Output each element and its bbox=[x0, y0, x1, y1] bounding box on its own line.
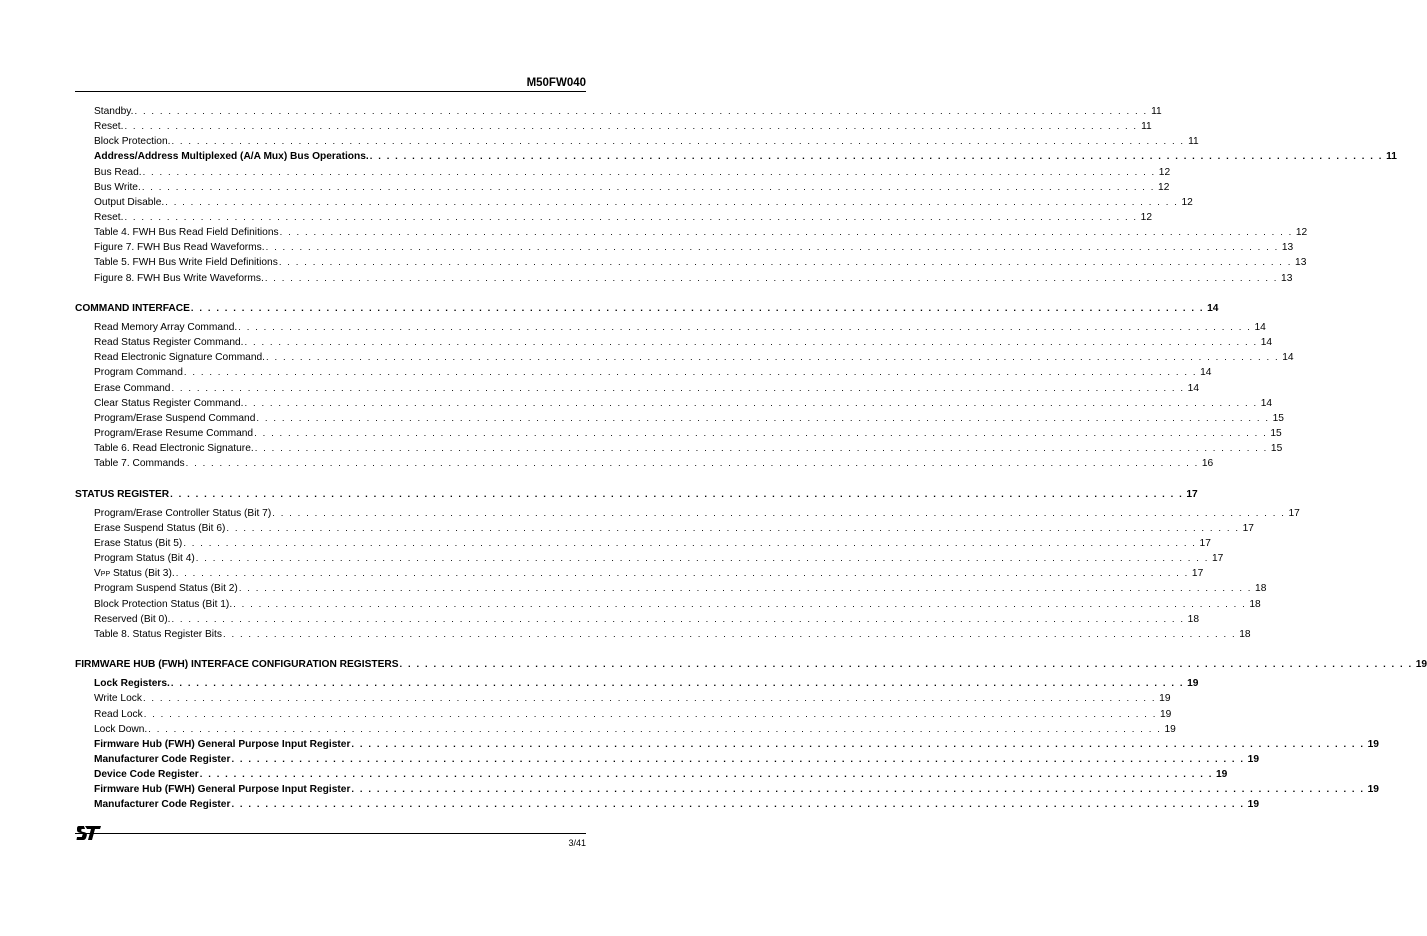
dot-leader: . . . . . . . . . . . . . . . . . . . . . . . . . . . . . . . . . . . . . . . . . . . . . . . . . . . . . . . . . . . . . . . . . . . . . . . . . . . . . . . . . . . . . . . . . . . . . . . . . . . . . . . . . . . . . . . . . . . . . . . . bbox=[195, 553, 1209, 565]
toc-entry[interactable] bbox=[94, 226, 1308, 240]
dot-leader: . . . . . . . . . . . . . . . . . . . . . . . . . . . . . . . . . . . . . . . . . . . . . . . . . . . . . . . . . . . . . . . . . . . . . . . . . . . . . . . . . . . . . . . . . . . . . . . . . . . . . . . . . . . . . . . . . . . . . . . . bbox=[141, 181, 1156, 193]
toc-entry-title: Table 4. FWH Bus Read Field Definitions bbox=[94, 227, 279, 239]
footer-rule bbox=[75, 833, 586, 834]
toc-entry[interactable] bbox=[94, 120, 1152, 134]
dot-leader: . . . . . . . . . . . . . . . . . . . . . . . . . . . . . . . . . . . . . . . . . . . . . . . . . . . . . . . . . . . . . . . . . . . . . . . . . . . . . . . . . . . . . . . . . . . . . . . . . . . . . . . . . . . . . . . . . . . . . . . . bbox=[142, 693, 1157, 705]
toc-page-number: 18 bbox=[1255, 583, 1267, 595]
document-title: M50FW040 bbox=[526, 77, 586, 89]
dot-leader: . . . . . . . . . . . . . . . . . . . . . . . . . . . . . . . . . . . . . . . . . . . . . . . . . . . . . . . . . . . . . . . . . . . . . . . . . . . . . . . . . . . . . . . . . . . . . . . . . . . . . . . . . . . . . . . . . . . . . . . . bbox=[238, 583, 1253, 595]
toc-entry[interactable] bbox=[94, 753, 1259, 767]
dot-leader: . . . . . . . . . . . . . . . . . . . . . . . . . . . . . . . . . . . . . . . . . . . . . . . . . . . . . . . . . . . . . . . . . . . . . . . . . . . . . . . . . . . . . . . . . . . . . . . . . . . . . . . . . . . . . . . . . . . . . . . . bbox=[185, 458, 1199, 470]
toc-entry-title: STATUS REGISTER bbox=[75, 488, 170, 500]
toc-entry[interactable] bbox=[94, 397, 1273, 411]
dot-leader: . . . . . . . . . . . . . . . . . . . . . . . . . . . . . . . . . . . . . . . . . . . . . . . . . . . . . . . . . . . . . . . . . . . . . . . . . . . . . . . . . . . . . . . . . . . . . . . . . . . . . . . . . . . . . . . . . . . . . . . . bbox=[244, 337, 1258, 349]
toc-entry-title: Output Disable. bbox=[94, 196, 165, 208]
toc-page-number: 13 bbox=[1295, 257, 1307, 269]
toc-entry-title: Table 8. Status Register Bits bbox=[94, 628, 222, 640]
dot-leader: . . . . . . . . . . . . . . . . . . . . . . . . . . . . . . . . . . . . . . . . . . . . . . . . . . . . . . . . . . . . . . . . . . . . . . . . . . . . . . . . . . . . . . . . . . . . . . . . . . . . . . . . . . . . . . . . . . . . . . . . bbox=[148, 723, 1162, 735]
toc-page-number: 18 bbox=[1239, 628, 1251, 640]
toc-entry-title: Program/Erase Resume Command bbox=[94, 427, 254, 439]
toc-entry-title: Table 5. FWH Bus Write Field Definitions bbox=[94, 257, 278, 269]
toc-page-number: 17 bbox=[1186, 488, 1198, 500]
page-number: 3/41 bbox=[568, 838, 586, 848]
toc-entry-title: Program Status (Bit 4) bbox=[94, 553, 195, 565]
dot-leader: . . . . . . . . . . . . . . . . . . . . . . . . . . . . . . . . . . . . . . . . . . . . . . . . . . . . . . . . . . . . . . . . . . . . . . . . . . . . . . . . . . . . . . . . . . . . . . . . . . . . . . . . . . . . . . . . . . . . . . . . bbox=[256, 412, 1270, 424]
toc-entry[interactable] bbox=[94, 582, 1267, 596]
toc-entry[interactable] bbox=[94, 442, 1283, 456]
toc-entry[interactable] bbox=[94, 708, 1172, 722]
toc-page-number: 14 bbox=[1187, 382, 1199, 394]
toc-page-number: 19 bbox=[1415, 659, 1427, 670]
toc-page-number: 14 bbox=[1282, 352, 1294, 364]
toc-entry[interactable] bbox=[94, 412, 1284, 426]
dot-leader: . . . . . . . . . . . . . . . . . . . . . . . . . . . . . . . . . . . . . . . . . . . . . . . . . . . . . . . . . . . . . . . . . . . . . . . . . . . . . . . . . . . . . . . . . . . . . . . . . . . . . . . . . . . . . . . . . . . . . . . . bbox=[142, 166, 1156, 178]
toc-entry-title: VPP Status (Bit 3). bbox=[94, 568, 175, 580]
toc-entry-title: Address/Address Multiplexed (A/A Mux) Bus Operations. bbox=[94, 151, 369, 163]
toc-entry-title: Table 6. Read Electronic Signature. bbox=[94, 443, 254, 455]
toc-entry-title: Firmware Hub (FWH) General Purpose Input Register bbox=[94, 784, 351, 796]
dot-leader: . . . . . . . . . . . . . . . . . . . . . . . . . . . . . . . . . . . . . . . . . . . . . . . . . . . . . . . . . . . . . . . . . . . . . . . . . . . . . . . . . . . . . . . . . . . . . . . . . . . . . . . . . . . . . . . . . . . . . . . . bbox=[233, 598, 1247, 610]
dot-leader: . . . . . . . . . . . . . . . . . . . . . . . . . . . . . . . . . . . . . . . . . . . . . . . . . . . . . . . . . . . . . . . . . . . . . . . . . . . . . . . . . . . . . . . . . . . . . . . . . . . . . . . . . . . . . . . . . . . . . . . . bbox=[170, 488, 1184, 500]
toc-entry[interactable] bbox=[94, 256, 1307, 270]
toc-entry-title: Lock Registers. bbox=[94, 678, 170, 690]
toc-entry-title: Reserved (Bit 0). bbox=[94, 613, 171, 625]
toc-entry-title: Block Protection Status (Bit 1). bbox=[94, 598, 233, 610]
toc-entry[interactable] bbox=[94, 382, 1199, 396]
toc-entry[interactable] bbox=[94, 783, 1379, 797]
toc-entry[interactable] bbox=[94, 692, 1171, 706]
toc-entry[interactable] bbox=[94, 366, 1212, 380]
toc-page-number: 14 bbox=[1260, 397, 1273, 409]
toc-entry-title: Manufacturer Code Register bbox=[94, 799, 231, 811]
dot-leader: . . . . . . . . . . . . . . . . . . . . . . . . . . . . . . . . . . . . . . . . . . . . . . . . . . . . . . . . . . . . . . . . . . . . . . . . . . . . . . . . . . . . . . . . . . . . . . . . . . . . . . . . . . . . . . . . . . . . . . . . bbox=[238, 322, 1252, 333]
toc-entry[interactable] bbox=[94, 241, 1294, 255]
toc-section[interactable] bbox=[75, 488, 1198, 502]
toc-page-number: 19 bbox=[1367, 738, 1379, 750]
toc-page-number: 19 bbox=[1159, 708, 1172, 720]
toc-entry-title: Device Code Register bbox=[94, 769, 199, 780]
dot-leader: . . . . . . . . . . . . . . . . . . . . . . . . . . . . . . . . . . . . . . . . . . . . . . . . . . . . . . . . . . . . . . . . . . . . . . . . . . . . . . . . . . . . . . . . . . . . . . . . . . . . . . . . . . . . . . . . . . . . . . . . bbox=[124, 121, 1138, 133]
dot-leader: . . . . . . . . . . . . . . . . . . . . . . . . . . . . . . . . . . . . . . . . . . . . . . . . . . . . . . . . . . . . . . . . . . . . . . . . . . . . . . . . . . . . . . . . . . . . . . . . . . . . . . . . . . . . . . . . . . . . . . . . bbox=[134, 106, 1148, 117]
dot-leader: . . . . . . . . . . . . . . . . . . . . . . . . . . . . . . . . . . . . . . . . . . . . . . . . . . . . . . . . . . . . . . . . . . . . . . . . . . . . . . . . . . . . . . . . . . . . . . . . . . . . . . . . . . . . . . . . . . . . . . . . bbox=[226, 522, 1240, 534]
toc-page-number: 12 bbox=[1140, 212, 1153, 223]
toc-page-number: 15 bbox=[1272, 412, 1284, 424]
toc-page-number: 19 bbox=[1247, 799, 1259, 811]
toc-entry[interactable] bbox=[94, 150, 1397, 164]
dot-leader: . . . . . . . . . . . . . . . . . . . . . . . . . . . . . . . . . . . . . . . . . . . . . . . . . . . . . . . . . . . . . . . . . . . . . . . . . . . . . . . . . . . . . . . . . . . . . . . . . . . . . . . . . . . . . . . . . . . . . . . . bbox=[143, 708, 1157, 720]
toc-entry[interactable] bbox=[94, 613, 1199, 627]
dot-leader: . . . . . . . . . . . . . . . . . . . . . . . . . . . . . . . . . . . . . . . . . . . . . . . . . . . . . . . . . . . . . . . . . . . . . . . . . . . . . . . . . . . . . . . . . . . . . . . . . . . . . . . . . . . . . . . . . . . . . . . . bbox=[231, 799, 1245, 811]
dot-leader: . . . . . . . . . . . . . . . . . . . . . . . . . . . . . . . . . . . . . . . . . . . . . . . . . . . . . . . . . . . . . . . . . . . . . . . . . . . . . . . . . . . . . . . . . . . . . . . . . . . . . . . . . . . . . . . . . . . . . . . . bbox=[244, 397, 1258, 409]
toc-entry[interactable] bbox=[94, 427, 1282, 441]
toc-page-number: 12 bbox=[1158, 181, 1170, 193]
toc-entry-title: Read Lock bbox=[94, 708, 143, 720]
toc-entry-title: Erase Command bbox=[94, 382, 171, 394]
toc-entry[interactable] bbox=[94, 677, 1199, 691]
dot-leader: . . . . . . . . . . . . . . . . . . . . . . . . . . . . . . . . . . . . . . . . . . . . . . . . . . . . . . . . . . . . . . . . . . . . . . . . . . . . . . . . . . . . . . . . . . . . . . . . . . . . . . . . . . . . . . . . . . . . . . . . bbox=[254, 427, 1268, 439]
dot-leader: . . . . . . . . . . . . . . . . . . . . . . . . . . . . . . . . . . . . . . . . . . . . . . . . . . . . . . . . . . . . . . . . . . . . . . . . . . . . . . . . . . . . . . . . . . . . . . . . . . . . . . . . . . . . . . . . . . . . . . . . bbox=[231, 753, 1245, 765]
toc-entry-title: Block Protection. bbox=[94, 136, 171, 148]
toc-page-number: 13 bbox=[1281, 272, 1293, 284]
dot-leader: . . . . . . . . . . . . . . . . . . . . . . . . . . . . . . . . . . . . . . . . . . . . . . . . . . . . . . . . . . . . . . . . . . . . . . . . . . . . . . . . . . . . . . . . . . . . . . . . . . . . . . . . . . . . . . . . . . . . . . . . bbox=[369, 151, 1383, 163]
dot-leader: . . . . . . . . . . . . . . . . . . . . . . . . . . . . . . . . . . . . . . . . . . . . . . . . . . . . . . . . . . . . . . . . . . . . . . . . . . . . . . . . . . . . . . . . . . . . . . . . . . . . . . . . . . . . . . . . . . . . . . . . bbox=[124, 212, 1138, 223]
toc-entry-title: Read Electronic Signature Command. bbox=[94, 352, 266, 364]
toc-entry-title: Program/Erase Controller Status (Bit 7) bbox=[94, 507, 272, 519]
toc-entry[interactable] bbox=[94, 537, 1211, 551]
dot-leader: . . . . . . . . . . . . . . . . . . . . . . . . . . . . . . . . . . . . . . . . . . . . . . . . . . . . . . . . . . . . . . . . . . . . . . . . . . . . . . . . . . . . . . . . . . . . . . . . . . . . . . . . . . . . . . . . . . . . . . . . bbox=[265, 242, 1279, 254]
toc-page-number: 19 bbox=[1367, 784, 1379, 796]
toc-entry[interactable] bbox=[94, 351, 1294, 365]
toc-page-number: 17 bbox=[1242, 522, 1254, 534]
toc-entry-title: Program Command bbox=[94, 367, 183, 379]
dot-leader: . . . . . . . . . . . . . . . . . . . . . . . . . . . . . . . . . . . . . . . . . . . . . . . . . . . . . . . . . . . . . . . . . . . . . . . . . . . . . . . . . . . . . . . . . . . . . . . . . . . . . . . . . . . . . . . . . . . . . . . . bbox=[175, 568, 1189, 580]
dot-leader: . . . . . . . . . . . . . . . . . . . . . . . . . . . . . . . . . . . . . . . . . . . . . . . . . . . . . . . . . . . . . . . . . . . . . . . . . . . . . . . . . . . . . . . . . . . . . . . . . . . . . . . . . . . . . . . . . . . . . . . . bbox=[272, 507, 1286, 519]
toc-entry-title: Read Status Register Command. bbox=[94, 337, 244, 349]
toc-page-number: 12 bbox=[1295, 227, 1308, 239]
toc-entry-title: Firmware Hub (FWH) General Purpose Input Register bbox=[94, 738, 351, 750]
toc-entry-title: FIRMWARE HUB (FWH) INTERFACE CONFIGURATION REGISTERS bbox=[75, 659, 399, 670]
toc-entry-title: Read Memory Array Command. bbox=[94, 322, 238, 333]
toc-entry-title: Bus Read. bbox=[94, 166, 142, 178]
toc-entry-title: Figure 7. FWH Bus Read Waveforms. bbox=[94, 242, 265, 254]
dot-leader: . . . . . . . . . . . . . . . . . . . . . . . . . . . . . . . . . . . . . . . . . . . . . . . . . . . . . . . . . . . . . . . . . . . . . . . . . . . . . . . . . . . . . . . . . . . . . . . . . . . . . . . . . . . . . . . . . . . . . . . . bbox=[199, 769, 1213, 780]
toc-entry[interactable] bbox=[94, 628, 1251, 642]
dot-leader: . . . . . . . . . . . . . . . . . . . . . . . . . . . . . . . . . . . . . . . . . . . . . . . . . . . . . . . . . . . . . . . . . . . . . . . . . . . . . . . . . . . . . . . . . . . . . . . . . . . . . . . . . . . . . . . . . . . . . . . . bbox=[170, 678, 1185, 690]
dot-leader: . . . . . . . . . . . . . . . . . . . . . . . . . . . . . . . . . . . . . . . . . . . . . . . . . . . . . . . . . . . . . . . . . . . . . . . . . . . . . . . . . . . . . . . . . . . . . . . . . . . . . . . . . . . . . . . . . . . . . . . . bbox=[183, 367, 1198, 379]
toc-entry-title: Erase Status (Bit 5) bbox=[94, 537, 183, 549]
toc-entry[interactable] bbox=[94, 135, 1199, 149]
dot-leader: . . . . . . . . . . . . . . . . . . . . . . . . . . . . . . . . . . . . . . . . . . . . . . . . . . . . . . . . . . . . . . . . . . . . . . . . . . . . . . . . . . . . . . . . . . . . . . . . . . . . . . . . . . . . . . . . . . . . . . . . bbox=[222, 628, 1237, 640]
toc-entry-title: Standby. bbox=[94, 106, 134, 117]
toc-page-number: 11 bbox=[1188, 136, 1199, 148]
toc-page-number: 18 bbox=[1187, 613, 1199, 625]
toc-section[interactable] bbox=[75, 658, 1427, 672]
toc-entry[interactable] bbox=[94, 552, 1224, 566]
toc-entry[interactable] bbox=[94, 211, 1153, 225]
toc-entry-title: Program/Erase Suspend Command bbox=[94, 412, 256, 424]
toc-entry-title: Bus Write. bbox=[94, 181, 141, 193]
toc-page-number: 11 bbox=[1386, 151, 1397, 163]
toc-page-number: 15 bbox=[1270, 427, 1282, 439]
toc-entry[interactable] bbox=[94, 166, 1171, 180]
toc-entry-title: Program Suspend Status (Bit 2) bbox=[94, 583, 238, 595]
toc-page-number: 17 bbox=[1199, 537, 1211, 549]
toc-entry-title: Reset. bbox=[94, 212, 124, 223]
dot-leader: . . . . . . . . . . . . . . . . . . . . . . . . . . . . . . . . . . . . . . . . . . . . . . . . . . . . . . . . . . . . . . . . . . . . . . . . . . . . . . . . . . . . . . . . . . . . . . . . . . . . . . . . . . . . . . . . . . . . . . . . bbox=[279, 227, 1293, 239]
toc-entry-title: Erase Suspend Status (Bit 6) bbox=[94, 522, 226, 534]
toc-entry[interactable] bbox=[94, 598, 1261, 612]
toc-page-number: 17 bbox=[1288, 507, 1300, 519]
toc-page-number: 17 bbox=[1191, 568, 1204, 580]
toc-entry[interactable] bbox=[94, 723, 1176, 737]
toc-entry-title: Clear Status Register Command. bbox=[94, 397, 244, 409]
toc-page-number: 16 bbox=[1201, 458, 1214, 470]
dot-leader: . . . . . . . . . . . . . . . . . . . . . . . . . . . . . . . . . . . . . . . . . . . . . . . . . . . . . . . . . . . . . . . . . . . . . . . . . . . . . . . . . . . . . . . . . . . . . . . . . . . . . . . . . . . . . . . . . . . . . . . . bbox=[399, 659, 1413, 670]
toc-page-number: 14 bbox=[1260, 337, 1273, 349]
toc-entry-title: Manufacturer Code Register bbox=[94, 753, 231, 765]
toc-entry[interactable] bbox=[94, 105, 1162, 119]
toc-page-number: 12 bbox=[1158, 166, 1171, 178]
toc-entry[interactable] bbox=[94, 336, 1273, 350]
toc-page-number: 19 bbox=[1247, 753, 1259, 765]
toc-entry[interactable] bbox=[94, 798, 1259, 812]
toc-page-number: 19 bbox=[1159, 693, 1171, 705]
toc-page-number: 19 bbox=[1215, 769, 1228, 780]
toc-entry[interactable] bbox=[94, 196, 1193, 210]
toc-page-number: 14 bbox=[1207, 302, 1219, 314]
toc-entry-title: COMMAND INTERFACE bbox=[75, 302, 190, 314]
dot-leader: . . . . . . . . . . . . . . . . . . . . . . . . . . . . . . . . . . . . . . . . . . . . . . . . . . . . . . . . . . . . . . . . . . . . . . . . . . . . . . . . . . . . . . . . . . . . . . . . . . . . . . . . . . . . . . . . . . . . . . . . bbox=[278, 257, 1293, 269]
toc-entry[interactable] bbox=[94, 321, 1266, 335]
subscript: PP bbox=[100, 571, 111, 579]
dot-leader: . . . . . . . . . . . . . . . . . . . . . . . . . . . . . . . . . . . . . . . . . . . . . . . . . . . . . . . . . . . . . . . . . . . . . . . . . . . . . . . . . . . . . . . . . . . . . . . . . . . . . . . . . . . . . . . . . . . . . . . . bbox=[165, 196, 1179, 208]
toc-page-number: 17 bbox=[1212, 553, 1224, 565]
toc-entry[interactable] bbox=[94, 738, 1379, 752]
toc-page-number: 15 bbox=[1270, 443, 1283, 455]
toc-section[interactable] bbox=[75, 302, 1219, 316]
toc-page-number: 19 bbox=[1187, 678, 1199, 690]
toc-entry[interactable] bbox=[94, 181, 1170, 195]
dot-leader: . . . . . . . . . . . . . . . . . . . . . . . . . . . . . . . . . . . . . . . . . . . . . . . . . . . . . . . . . . . . . . . . . . . . . . . . . . . . . . . . . . . . . . . . . . . . . . . . . . . . . . . . . . . . . . . . . . . . . . . . bbox=[264, 272, 1279, 284]
toc-page-number: 14 bbox=[1254, 322, 1266, 333]
toc-page-number: 11 bbox=[1141, 121, 1152, 133]
toc-page-number: 19 bbox=[1164, 723, 1176, 735]
dot-leader: . . . . . . . . . . . . . . . . . . . . . . . . . . . . . . . . . . . . . . . . . . . . . . . . . . . . . . . . . . . . . . . . . . . . . . . . . . . . . . . . . . . . . . . . . . . . . . . . . . . . . . . . . . . . . . . . . . . . . . . . bbox=[183, 537, 1197, 549]
dot-leader: . . . . . . . . . . . . . . . . . . . . . . . . . . . . . . . . . . . . . . . . . . . . . . . . . . . . . . . . . . . . . . . . . . . . . . . . . . . . . . . . . . . . . . . . . . . . . . . . . . . . . . . . . . . . . . . . . . . . . . . . bbox=[266, 352, 1280, 364]
toc-entry-title: Write Lock bbox=[94, 693, 142, 705]
toc-entry-title: Table 7. Commands bbox=[94, 458, 185, 470]
dot-leader: . . . . . . . . . . . . . . . . . . . . . . . . . . . . . . . . . . . . . . . . . . . . . . . . . . . . . . . . . . . . . . . . . . . . . . . . . . . . . . . . . . . . . . . . . . . . . . . . . . . . . . . . . . . . . . . . . . . . . . . . bbox=[351, 738, 1365, 750]
toc-entry[interactable] bbox=[94, 522, 1254, 536]
toc-page-number: 11 bbox=[1151, 106, 1162, 117]
dot-leader: . . . . . . . . . . . . . . . . . . . . . . . . . . . . . . . . . . . . . . . . . . . . . . . . . . . . . . . . . . . . . . . . . . . . . . . . . . . . . . . . . . . . . . . . . . . . . . . . . . . . . . . . . . . . . . . . . . . . . . . . bbox=[254, 443, 1268, 455]
toc-entry-title: Reset. bbox=[94, 121, 124, 133]
toc-entry[interactable] bbox=[94, 507, 1300, 521]
dot-leader: . . . . . . . . . . . . . . . . . . . . . . . . . . . . . . . . . . . . . . . . . . . . . . . . . . . . . . . . . . . . . . . . . . . . . . . . . . . . . . . . . . . . . . . . . . . . . . . . . . . . . . . . . . . . . . . . . . . . . . . . bbox=[171, 136, 1185, 148]
dot-leader: . . . . . . . . . . . . . . . . . . . . . . . . . . . . . . . . . . . . . . . . . . . . . . . . . . . . . . . . . . . . . . . . . . . . . . . . . . . . . . . . . . . . . . . . . . . . . . . . . . . . . . . . . . . . . . . . . . . . . . . . bbox=[190, 302, 1205, 314]
toc-page-number: 12 bbox=[1181, 196, 1193, 208]
toc-entry[interactable] bbox=[94, 272, 1293, 286]
toc-page-number: 13 bbox=[1281, 242, 1294, 254]
toc-entry-title: Figure 8. FWH Bus Write Waveforms. bbox=[94, 272, 264, 284]
dot-leader: . . . . . . . . . . . . . . . . . . . . . . . . . . . . . . . . . . . . . . . . . . . . . . . . . . . . . . . . . . . . . . . . . . . . . . . . . . . . . . . . . . . . . . . . . . . . . . . . . . . . . . . . . . . . . . . . . . . . . . . . bbox=[171, 382, 1185, 394]
toc-entry[interactable] bbox=[94, 457, 1214, 471]
dot-leader: . . . . . . . . . . . . . . . . . . . . . . . . . . . . . . . . . . . . . . . . . . . . . . . . . . . . . . . . . . . . . . . . . . . . . . . . . . . . . . . . . . . . . . . . . . . . . . . . . . . . . . . . . . . . . . . . . . . . . . . . bbox=[351, 784, 1365, 796]
toc-page-number: 18 bbox=[1249, 598, 1261, 610]
toc-entry-title: Lock Down. bbox=[94, 723, 148, 735]
toc-page-number: 14 bbox=[1200, 367, 1212, 379]
toc-entry[interactable] bbox=[94, 567, 1204, 581]
toc-entry[interactable] bbox=[94, 768, 1228, 782]
dot-leader: . . . . . . . . . . . . . . . . . . . . . . . . . . . . . . . . . . . . . . . . . . . . . . . . . . . . . . . . . . . . . . . . . . . . . . . . . . . . . . . . . . . . . . . . . . . . . . . . . . . . . . . . . . . . . . . . . . . . . . . . bbox=[171, 613, 1185, 625]
st-logo-icon bbox=[76, 825, 102, 841]
